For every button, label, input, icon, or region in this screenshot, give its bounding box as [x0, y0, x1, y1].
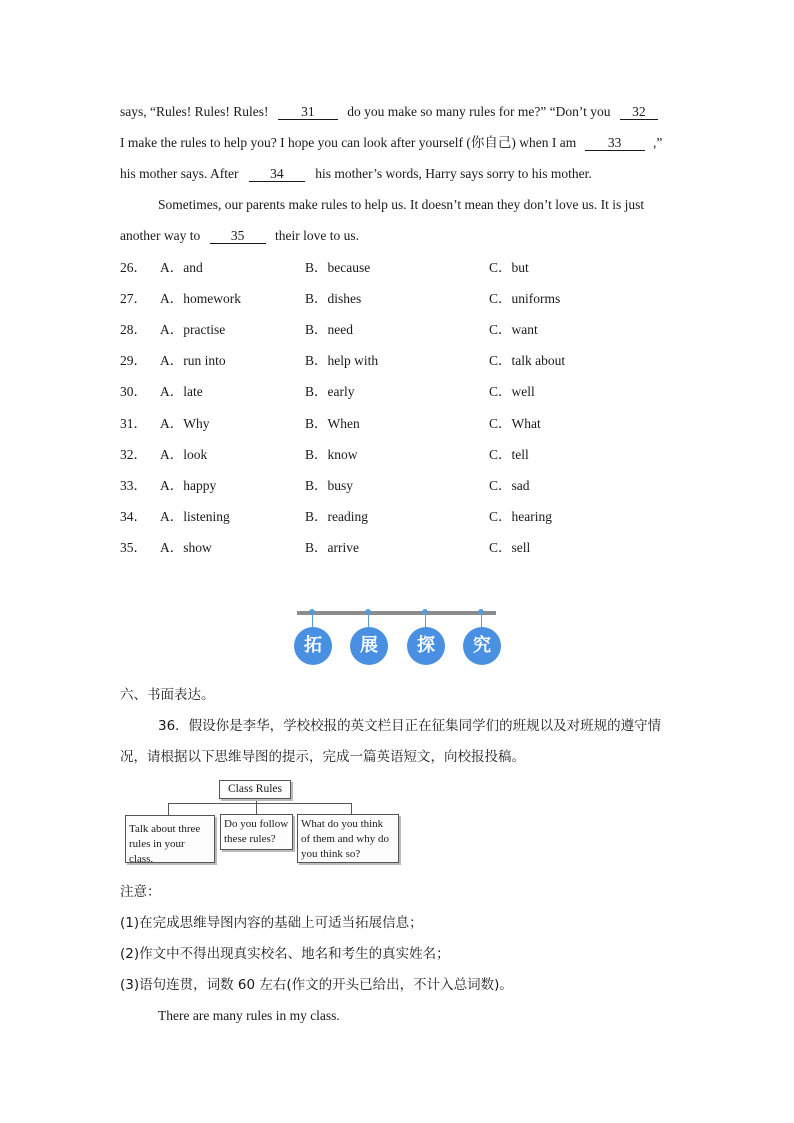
passage-text: his mother’s words, Harry says sorry to his mother. — [315, 166, 592, 181]
question-row — [120, 538, 680, 558]
passage-line-5 — [120, 226, 359, 246]
option-b: B．need — [305, 322, 353, 337]
option-c: C．but — [489, 260, 529, 275]
prompt-line-1: 36．假设你是李华，学校校报的英文栏目正在征集同学们的班规以及对班规的遵守情 — [158, 718, 662, 734]
option-a: A．look — [160, 447, 208, 462]
blank-35: 35 — [210, 228, 266, 244]
option-a: A．Why — [160, 416, 210, 431]
question-number: 34． — [120, 509, 147, 524]
option-c: C．hearing — [489, 509, 552, 524]
notes-title: 注意： — [120, 884, 161, 900]
option-b: B．early — [305, 384, 355, 399]
question-row — [120, 258, 680, 278]
question-row — [120, 351, 680, 371]
question-row — [120, 476, 680, 496]
option-a: A．happy — [160, 478, 217, 493]
note-1: (1)在完成思维导图内容的基础上可适当拓展信息； — [120, 915, 423, 931]
mindmap-child-3: What do you think of them and why do you think so? — [297, 814, 399, 863]
question-number: 35． — [120, 540, 147, 555]
passage-text: I make the rules to help you? I hope you can look after yourself (你自己) when I am — [120, 135, 577, 150]
question-row — [120, 414, 680, 434]
prompt-line-2: 况，请根据以下思维导图的提示，完成一篇英语短文，向校报投稿。 — [120, 749, 525, 765]
question-number: 27． — [120, 291, 147, 306]
passage-line-4: Sometimes, our parents make rules to help us. It doesn’t mean they don’t love us. It is just — [158, 197, 645, 212]
blank-32: 32 — [620, 104, 658, 120]
option-b: B．help with — [305, 353, 379, 368]
passage-text: his mother says. After — [120, 166, 239, 181]
question-number: 28． — [120, 322, 147, 337]
badge-circle: 究 — [463, 627, 501, 665]
question-row — [120, 507, 680, 527]
option-c: C．talk about — [489, 353, 566, 368]
badge-stem — [425, 615, 426, 627]
option-a: A．late — [160, 384, 203, 399]
mindmap-connector — [168, 803, 169, 815]
option-c: C．sell — [489, 540, 531, 555]
option-a: A．show — [160, 540, 212, 555]
option-b: B．arrive — [305, 540, 359, 555]
option-c: C．well — [489, 384, 535, 399]
blank-31: 31 — [278, 104, 338, 120]
mindmap-connector — [168, 803, 352, 804]
note-3: (3)语句连贯，词数 60 左右(作文的开头已给出，不计入总词数)。 — [120, 977, 513, 993]
option-a: A．run into — [160, 353, 226, 368]
question-row — [120, 320, 680, 340]
blank-33: 33 — [585, 135, 645, 151]
question-number: 33． — [120, 478, 147, 493]
question-number: 30． — [120, 384, 147, 399]
option-a: A．homework — [160, 291, 241, 306]
badge-circle: 探 — [407, 627, 445, 665]
question-row — [120, 289, 680, 309]
option-c: C．sad — [489, 478, 530, 493]
option-c: C．uniforms — [489, 291, 561, 306]
option-a: A．practise — [160, 322, 226, 337]
badge-circle: 拓 — [294, 627, 332, 665]
badge-stem — [481, 615, 482, 627]
passage-text: another way to — [120, 228, 201, 243]
question-number: 29． — [120, 353, 147, 368]
option-b: B．know — [305, 447, 358, 462]
badge-stem — [312, 615, 313, 627]
question-number: 26． — [120, 260, 147, 275]
blank-34: 34 — [249, 166, 305, 182]
passage-text: their love to us. — [274, 228, 359, 243]
note-2: (2)作文中不得出现真实校名、地名和考生的真实姓名； — [120, 946, 450, 962]
question-number: 32． — [120, 447, 147, 462]
opening-sentence: There are many rules in my class. — [158, 1008, 340, 1023]
option-c: C．want — [489, 322, 538, 337]
badge-stem — [368, 615, 369, 627]
option-a: A．and — [160, 260, 203, 275]
option-b: B．reading — [305, 509, 368, 524]
mindmap-child-1: Talk about three rules in your class. — [125, 815, 215, 863]
mindmap-connector — [351, 803, 352, 814]
question-row — [120, 382, 680, 402]
badge-circle: 展 — [350, 627, 388, 665]
option-c: C．What — [489, 416, 541, 431]
mindmap-child-2: Do you follow these rules? — [220, 814, 293, 850]
mindmap-connector — [256, 803, 257, 814]
option-b: B．because — [305, 260, 371, 275]
passage-text: says, “Rules! Rules! Rules! — [120, 104, 269, 119]
passage-line-3 — [120, 164, 592, 184]
badge-bar — [297, 611, 496, 615]
option-a: A．listening — [160, 509, 230, 524]
passage-line-1 — [120, 102, 658, 122]
mindmap-root: Class Rules — [219, 780, 291, 799]
passage-line-2 — [120, 133, 662, 153]
option-b: B．dishes — [305, 291, 362, 306]
option-b: B．When — [305, 416, 360, 431]
section-title: 六、书面表达。 — [120, 687, 215, 703]
option-c: C．tell — [489, 447, 529, 462]
passage-text: ,” — [652, 135, 663, 150]
question-number: 31． — [120, 416, 147, 431]
option-b: B．busy — [305, 478, 354, 493]
passage-text: do you make so many rules for me?” “Don’t you — [347, 104, 611, 119]
question-row — [120, 445, 680, 465]
